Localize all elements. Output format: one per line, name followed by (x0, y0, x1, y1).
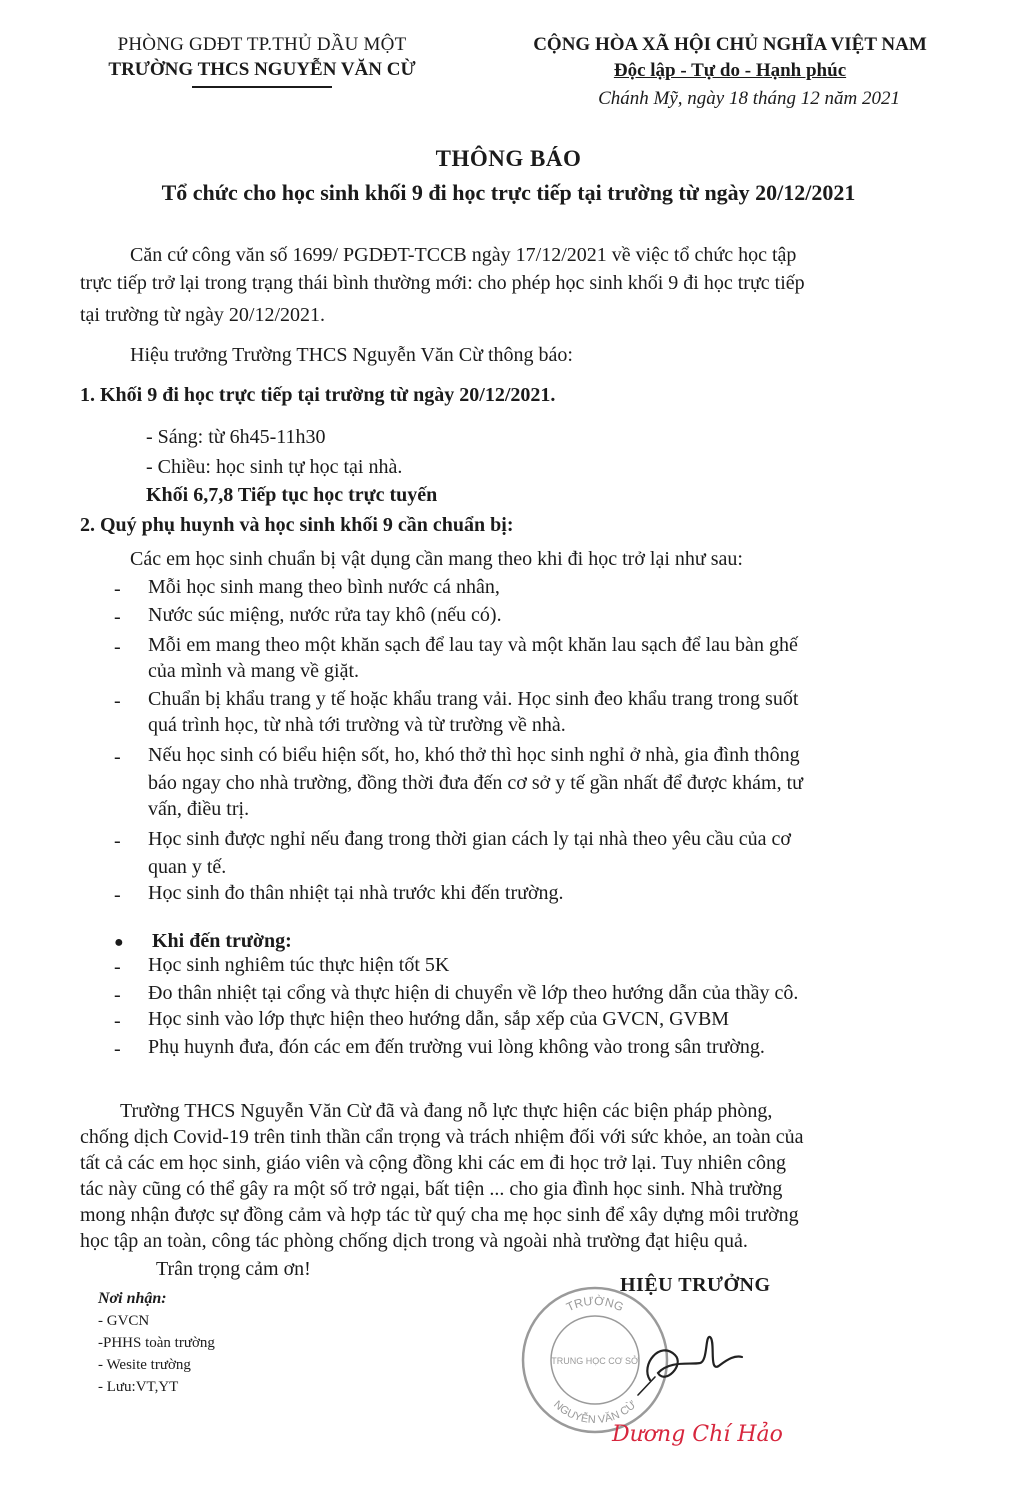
list-item-cont: vấn, điều trị. (148, 798, 250, 820)
issue-date: Chánh Mỹ, ngày 18 tháng 12 năm 2021 (598, 88, 900, 109)
list-item: Mỗi học sinh mang theo bình nước cá nhân, (148, 576, 500, 598)
bullet-icon: ● (114, 934, 124, 951)
thanks-line: Trân trọng cảm ơn! (156, 1258, 311, 1280)
list-dash: - (114, 636, 121, 658)
intro-line: Căn cứ công văn số 1699/ PGDĐT-TCCB ngày 17/12/2021 về việc tổ chức học tập (130, 244, 797, 266)
document-subtitle: Tổ chức cho học sinh khối 9 đi học trực tiếp tại trường từ ngày 20/12/2021 (161, 180, 856, 205)
receiver-item: -PHHS toàn trường (98, 1335, 215, 1351)
list-dash: - (114, 830, 121, 852)
issuer-block (72, 32, 452, 88)
handwritten-signature (630, 1325, 750, 1405)
list-dash: - (114, 884, 121, 906)
list-item: Học sinh được nghỉ nếu đang trong thời gian cách ly tại nhà theo yêu cầu của cơ (148, 828, 791, 850)
department-name: PHÒNG GDĐT TP.THỦ DẦU MỘT (117, 34, 407, 55)
arrival-item: Học sinh nghiêm túc thực hiện tốt 5K (148, 954, 450, 976)
list-dash: - (114, 690, 121, 712)
list-item: Mỗi em mang theo một khăn sạch để lau tay và một khăn lau sạch để lau bàn ghế (148, 634, 798, 656)
section2-heading: 2. Quý phụ huynh và học sinh khối 9 cần chuẩn bị: (80, 514, 514, 536)
stamp-text-bottom: NGUYỄN VĂN CỪ (551, 1398, 639, 1427)
other-grades-note: Khối 6,7,8 Tiếp tục học trực tuyến (146, 484, 438, 506)
list-item-cont: quá trình học, từ nhà tới trường và từ trường về nhà. (148, 714, 566, 736)
receivers-block (98, 1288, 215, 1398)
list-item-cont: của mình và mang về giặt. (148, 660, 360, 682)
arrival-item: Đo thân nhiệt tại cổng và thực hiện di chuyển về lớp theo hướng dẫn của thầy cô. (148, 982, 799, 1004)
section1-heading: 1. Khối 9 đi học trực tiếp tại trường từ ngày 20/12/2021. (80, 384, 556, 406)
header-underline (192, 86, 332, 88)
list-item: Học sinh đo thân nhiệt tại nhà trước khi đến trường. (148, 882, 564, 904)
list-item: Nếu học sinh có biểu hiện sốt, ho, khó thở thì học sinh nghỉ ở nhà, gia đình thông (148, 744, 800, 766)
list-dash: - (114, 1010, 121, 1032)
list-dash: - (114, 578, 121, 600)
list-dash: - (114, 984, 121, 1006)
closing-line: chống dịch Covid-19 trên tinh thần cẩn trọng và trách nhiệm đối với sức khỏe, an toàn của (80, 1126, 804, 1148)
arrival-item: Phụ huynh đưa, đón các em đến trường vui lòng không vào trong sân trường. (148, 1036, 765, 1058)
arrival-item: Học sinh vào lớp thực hiện theo hướng dẫn, sắp xếp của GVCN, GVBM (148, 1008, 730, 1030)
list-item: Nước súc miệng, nước rửa tay khô (nếu có). (148, 604, 502, 626)
stamp-text-mid: TRUNG HỌC CƠ SỞ (551, 1356, 639, 1366)
school-name: TRƯỜNG THCS NGUYỄN VĂN CỪ (108, 59, 416, 80)
schedule-morning: - Sáng: từ 6h45-11h30 (146, 426, 326, 448)
list-dash: - (114, 956, 121, 978)
intro-line: tại trường từ ngày 20/12/2021. (80, 304, 326, 326)
list-item: Chuẩn bị khẩu trang y tế hoặc khẩu trang vải. Học sinh đeo khẩu trang trong suốt (148, 688, 799, 710)
list-dash: - (114, 746, 121, 768)
principal-name: Dương Chí Hảo (612, 1422, 783, 1447)
country-name: CỘNG HÒA XÃ HỘI CHỦ NGHĨA VIỆT NAM (533, 34, 927, 55)
intro-announce: Hiệu trưởng Trường THCS Nguyễn Văn Cừ thông báo: (130, 344, 573, 366)
stamp-text-top: TRƯỜNG (564, 1293, 626, 1315)
schedule-afternoon: - Chiều: học sinh tự học tại nhà. (146, 456, 403, 478)
receiver-item: - Wesite trường (98, 1357, 191, 1373)
closing-line: mong nhận được sự đồng cảm và hợp tác từ quý cha mẹ học sinh để xây dựng môi trường (80, 1204, 799, 1226)
intro-line: trực tiếp trở lại trong trạng thái bình thường mới: cho phép học sinh khối 9 đi học trực tiếp (80, 272, 805, 294)
list-item-cont: quan y tế. (148, 856, 227, 878)
national-header (470, 32, 990, 114)
document-title: THÔNG BÁO (435, 146, 582, 171)
receiver-item: - GVCN (98, 1313, 150, 1329)
closing-line: tất cả các em học sinh, giáo viên và cộng đồng khi các em đi học trở lại. Tuy nhiên công (80, 1152, 786, 1174)
svg-text:TRƯỜNG (564, 1293, 625, 1314)
national-motto: Độc lập - Tự do - Hạnh phúc (613, 60, 847, 81)
section2-lead: Các em học sinh chuẩn bị vật dụng cần mang theo khi đi học trở lại như sau: (130, 548, 743, 570)
receivers-title: Nơi nhận: (98, 1290, 167, 1307)
closing-line: tác này cũng có thể gây ra một số trở ngại, bất tiện ... cho gia đình học sinh. Nhà trường (80, 1178, 783, 1200)
receiver-item: - Lưu:VT,YT (98, 1379, 179, 1395)
closing-line: học tập an toàn, công tác phòng chống dịch trong và ngoài nhà trường đạt hiệu quả. (80, 1230, 748, 1252)
list-dash: - (114, 1038, 121, 1060)
arrival-heading: Khi đến trường: (152, 930, 292, 952)
principal-title: HIỆU TRƯỞNG (620, 1274, 771, 1296)
closing-line: Trường THCS Nguyễn Văn Cừ đã và đang nỗ lực thực hiện các biện pháp phòng, (120, 1100, 773, 1122)
list-item-cont: báo ngay cho nhà trường, đồng thời đưa đến cơ sở y tế gần nhất để được khám, tư (148, 772, 803, 794)
list-dash: - (114, 606, 121, 628)
